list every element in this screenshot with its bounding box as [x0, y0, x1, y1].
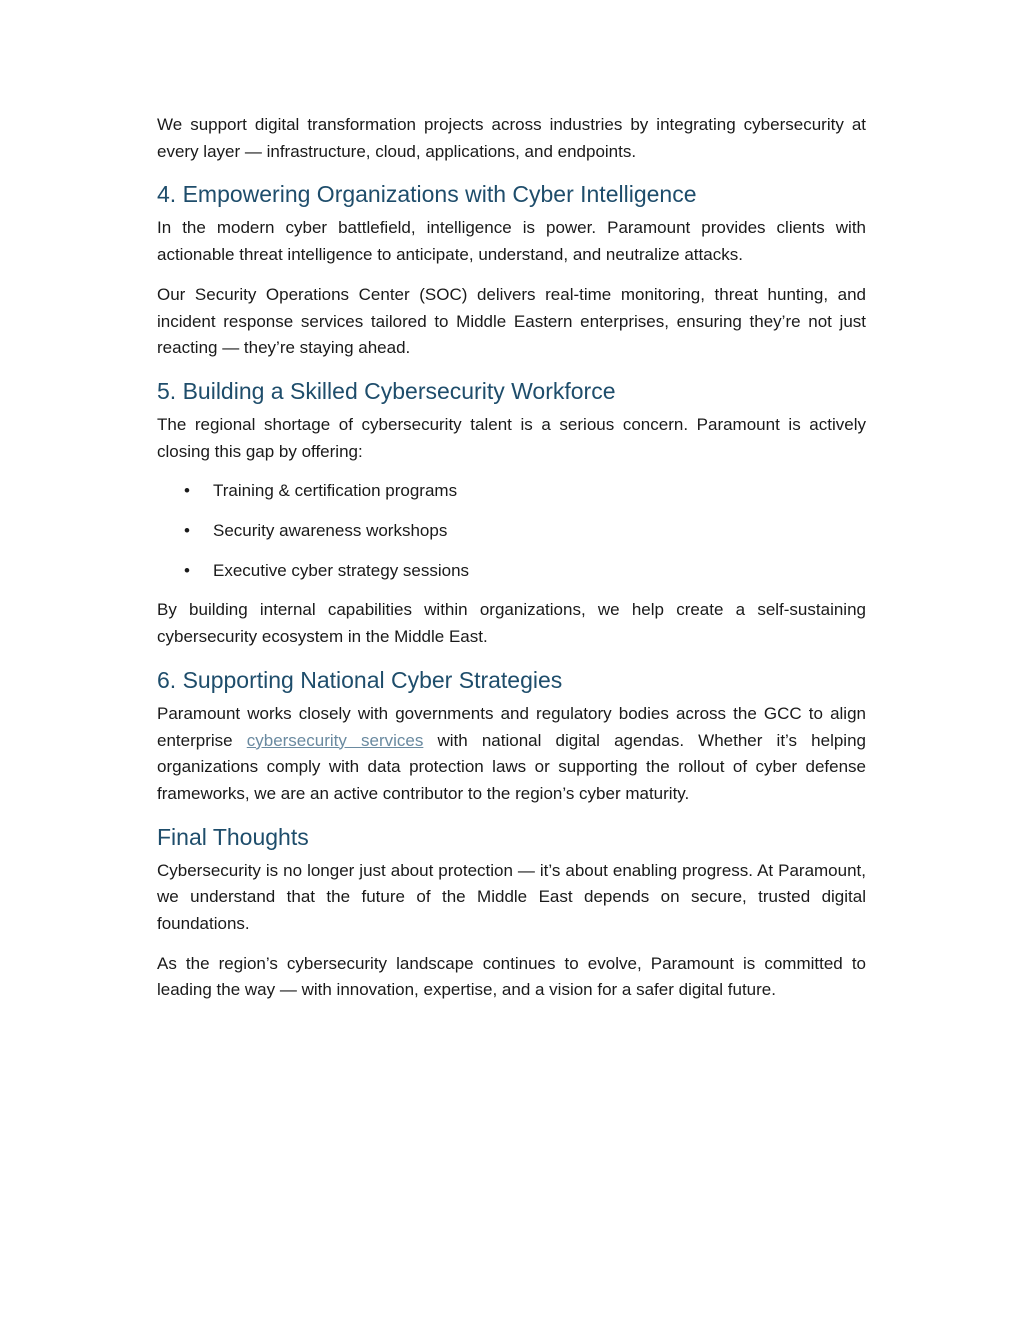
list-item — [157, 518, 866, 545]
final-paragraph-2: As the region’s cybersecurity landscape continues to evolve, Paramount is committed to leading the way — with innovation, expertise, and a vision for a safer digital future. — [157, 953, 866, 1000]
list-item-text: Training & certification programs — [213, 481, 458, 501]
section-6-text-before-link: Paramount works closely with governments and regulatory bodies across the GCC to align enterprise — [157, 703, 866, 750]
bullet-icon: • — [184, 481, 190, 501]
final-thoughts-heading: Final Thoughts — [157, 823, 309, 850]
section-5-paragraph-2: By building internal capabilities within organizations, we help create a self-sustaining cybersecurity ecosystem in the Middle East. — [157, 600, 866, 647]
section-5-heading: 5. Building a Skilled Cybersecurity Workforce — [157, 377, 616, 404]
cybersecurity-services-link[interactable]: cybersecurity services — [246, 730, 424, 750]
section-6-text-after-link: with national digital agendas. Whether it’s helping organizations comply with data protection laws or supporting the rollout of cyber defense frameworks, we are an active contributor to the region’s cyber maturity. — [157, 730, 866, 803]
section-4-paragraph-1: In the modern cyber battlefield, intelligence is power. Paramount provides clients with actionable threat intelligence to anticipate, understand, and neutralize attacks. — [157, 218, 866, 265]
intro-paragraph: We support digital transformation projects across industries by integrating cybersecurity at every layer — infrastructure, cloud, applications, and endpoints. — [157, 115, 866, 161]
bullet-icon: • — [184, 560, 190, 580]
section-5-paragraph-1: The regional shortage of cybersecurity talent is a serious concern. Paramount is actively closing this gap by offering: — [157, 414, 866, 461]
list-item — [157, 478, 866, 505]
section-4-heading: 4. Empowering Organizations with Cyber Intelligence — [157, 181, 697, 208]
section-4-paragraph-2: Our Security Operations Center (SOC) delivers real-time monitoring, threat hunting, and incident response services tailored to Middle Eastern enterprises, ensuring they’re not just reacting — they’re staying ahead. — [157, 284, 866, 358]
list-item — [157, 558, 866, 585]
list-item-text: Security awareness workshops — [213, 521, 448, 541]
document-page — [157, 112, 866, 1017]
list-item-text: Executive cyber strategy sessions — [213, 560, 470, 580]
final-paragraph-1: Cybersecurity is no longer just about protection — it’s about enabling progress. At Paramount, we understand that the future of the Middle East depends on secure, trusted digital foundations. — [157, 860, 866, 934]
offering-list — [157, 478, 866, 584]
section-6-paragraph-1 — [157, 701, 866, 808]
bullet-icon: • — [184, 521, 190, 541]
section-6-heading: 6. Supporting National Cyber Strategies — [157, 666, 563, 693]
